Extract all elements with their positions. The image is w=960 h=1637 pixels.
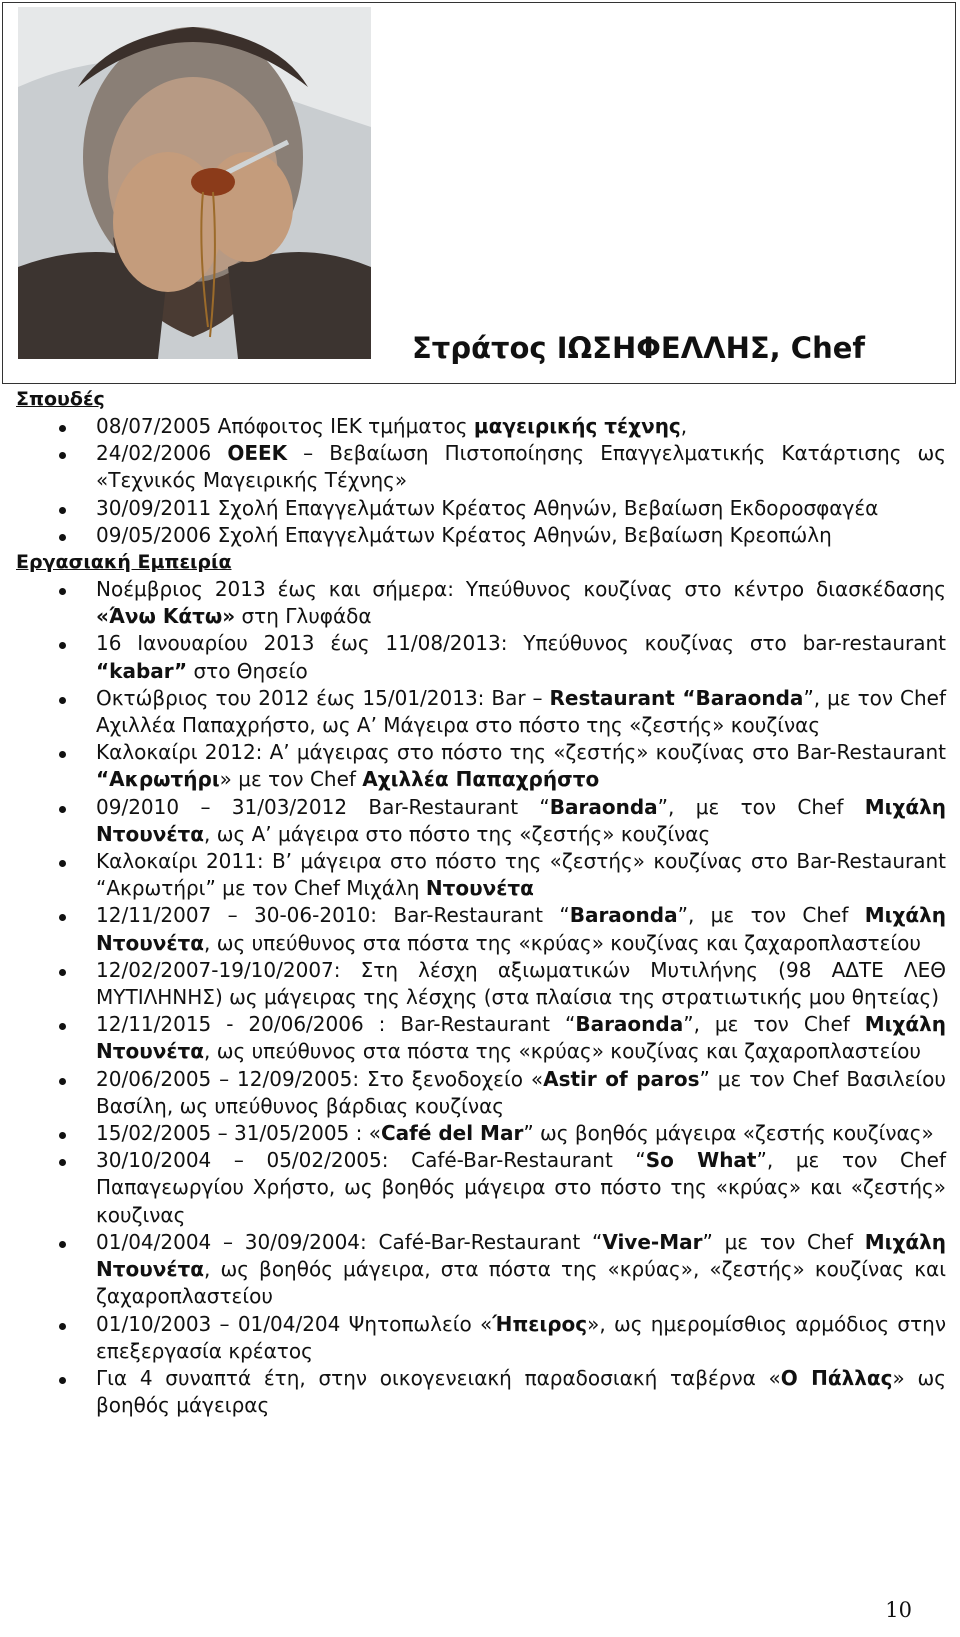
list-item (16, 685, 946, 739)
list-item (16, 1365, 946, 1419)
entry-text: ”, με τον Chef Παπαγεωργίου Χρήστο, ως βοηθός μάγειρα στο πόστο της «κρύας» και «ζεστής» κουζινας (96, 1148, 947, 1227)
list-item (16, 1147, 946, 1229)
header-box (2, 2, 956, 384)
entry-text: – Βεβαίωση Πιστοποίησης Επαγγελματικής Κατάρτισης ως «Τεχνικός Μαγειρικής Τέχνης» (96, 441, 946, 493)
list-item (16, 522, 946, 549)
entry-text: ” με τον Chef Βασιλείου Βασίλη, ως υπεύθυνος βάρδιας κουζίνας (96, 1066, 946, 1118)
entry-text: Baraonda (569, 903, 678, 928)
education-heading: Σπουδές (16, 388, 105, 410)
entry-text: μαγειρικής τέχνης (473, 414, 681, 438)
entry-text: 09/05/2006 Σχολή Επαγγελμάτων Κρέατος Αθηνών, Βεβαίωση Κρεοπώλη (96, 522, 832, 547)
entry-text: 30/10/2004 – 05/02/2005: Café-Bar-Restaurant “ (96, 1148, 646, 1173)
entry-text: Αχιλλέα Παπαχρήστο (362, 767, 600, 792)
list-item (16, 957, 946, 1011)
entry-text: ”, με τον Chef (683, 1012, 865, 1037)
entry-text: στο Θησείο (187, 658, 308, 683)
entry-text: 12/02/2007-19/10/2007: Στη λέσχη αξιωματικών Μυτιλήνης (98 ΑΔΤΕ ΛΕΘ ΜΥΤΙΛΗΝΗΣ) ως μάγειρας της λέσχης (στα πλαίσια της στρατιωτικής μου θητείας) (96, 957, 946, 1010)
entry-text: , ως υπεύθυνος στα πόστα της «κρύας» κουζίνας και ζαχαροπλαστείου (204, 930, 921, 955)
entry-text: Μιχάλη Ντουνέτα (96, 1229, 946, 1282)
entry-text: 16 Ιανουαρίου 2013 έως 11/08/2013: Υπεύθυνος κουζίνας στο bar-restaurant (96, 631, 946, 656)
entry-text: » με τον Chef (219, 767, 363, 792)
entry-text: 01/04/2004 – 30/09/2004: Café-Bar-Restaurant “ (96, 1229, 603, 1254)
entry-text: Οκτώβριος του 2012 έως 15/01/2013: Bar – (96, 685, 550, 710)
list-item (16, 576, 946, 630)
entry-text: 12/11/2015 - 20/06/2006 : Bar-Restaurant “ (96, 1012, 576, 1037)
entry-text: Restaurant “Baraonda (549, 685, 804, 710)
entry-text: , ως βοηθός μάγειρα, στα πόστα της «κρύας», «ζεστής» κουζίνας και ζαχαροπλαστείου (96, 1257, 946, 1309)
entry-text: Νοέμβριος 2013 έως και σήμερα: Υπεύθυνος κουζίνας στο κέντρο διασκέδασης (96, 577, 946, 602)
list-item (16, 902, 946, 956)
entry-text: , ως Α’ μάγειρα στο πόστο της «ζεστής» κουζίνας (204, 821, 711, 846)
entry-text: ” ως βοηθός μάγειρα «ζεστής κουζίνας» (523, 1121, 934, 1146)
entry-text: Μιχάλη Ντουνέτα (96, 903, 946, 955)
list-item (16, 1011, 946, 1065)
entry-text: » ως βοηθός μάγειρας (96, 1365, 946, 1418)
entry-text: ΟΕΕΚ (227, 441, 288, 466)
list-item (16, 739, 946, 793)
education-list (16, 413, 946, 549)
entry-text: ”, με τον Chef (657, 794, 865, 819)
list-item (16, 1066, 946, 1120)
entry-text: ” με τον Chef (702, 1229, 865, 1254)
entry-text: Ο Πάλλας (780, 1365, 893, 1390)
entry-text: Vive-Mar (602, 1229, 703, 1254)
entry-text: Μιχάλη Ντουνέτα (96, 794, 946, 846)
list-item (16, 1229, 946, 1311)
entry-text: “Ακρωτήρι (96, 767, 220, 792)
chef-photo (18, 7, 371, 359)
list-item (16, 848, 946, 902)
list-item (16, 1120, 946, 1147)
entry-text: ”, με τον Chef (677, 903, 865, 928)
entry-text: », ως ημερομίσθιος αρμόδιος στην επεξεργασία κρέατος (96, 1311, 946, 1363)
entry-text: , ως υπεύθυνος στα πόστα της «κρύας» κουζίνας και ζαχαροπλαστείου (204, 1039, 921, 1064)
entry-text: So What (645, 1148, 757, 1173)
list-item (16, 413, 946, 440)
list-item (16, 440, 946, 494)
list-item (16, 794, 946, 848)
entry-text: Καλοκαίρι 2011: Β’ μάγειρα στο πόστο της «ζεστής» κουζίνας στο Bar-Restaurant “Ακρωτήρι” με τον Chef Μιχάλη (96, 849, 946, 901)
list-item (16, 630, 946, 684)
entry-text: 24/02/2006 (96, 441, 228, 466)
entry-text: ”, με τον Chef Αχιλλέα Παπαχρήστο, ως Α’ Μάγειρα στο πόστο της «ζεστής» κουζίνας (96, 685, 947, 738)
entry-text: Baraonda (575, 1012, 684, 1037)
entry-text: 30/09/2011 Σχολή Επαγγελμάτων Κρέατος Αθηνών, Βεβαίωση Εκδοροσφαγέα (96, 495, 879, 520)
list-item (16, 495, 946, 522)
experience-heading: Εργασιακή Εμπειρία (16, 551, 232, 574)
page-title: Στράτος ΙΩΣΗΦΕΛΛΗΣ, Chef (412, 331, 865, 365)
entry-text: 20/06/2005 – 12/09/2005: Στο ξενοδοχείο « (96, 1066, 544, 1091)
chef-portrait-image (18, 7, 371, 359)
entry-text: 15/02/2005 – 31/05/2005 : « (96, 1121, 381, 1146)
entry-text: στη Γλυφάδα (235, 604, 372, 629)
page-number: 10 (885, 1598, 912, 1622)
entry-text: «Άνω Κάτω» (96, 604, 236, 629)
entry-text: 08/07/2005 Απόφοιτος ΙΕΚ τμήματος (96, 414, 474, 438)
entry-text: 09/2010 – 31/03/2012 Bar-Restaurant “ (96, 794, 550, 819)
entry-text: Για 4 συναπτά έτη, στην οικογενειακή παραδοσιακή ταβέρνα « (96, 1365, 781, 1390)
entry-text: , (680, 414, 688, 438)
entry-text: 12/11/2007 – 30-06-2010: Bar-Restaurant “ (96, 903, 570, 928)
list-item (16, 1311, 946, 1365)
entry-text: Baraonda (549, 794, 658, 819)
entry-text: 01/10/2003 – 01/04/204 Ψητοπωλείο « (96, 1311, 493, 1336)
entry-text: Ντουνέτα (425, 876, 534, 901)
resume-body (16, 386, 946, 1419)
entry-text: Ήπειρος (492, 1311, 588, 1336)
entry-text: Μιχάλη Ντουνέτα (96, 1012, 947, 1064)
entry-text: Astir of paros (543, 1066, 700, 1091)
entry-text: Café del Mar (380, 1121, 524, 1146)
entry-text: Καλοκαίρι 2012: Α’ μάγειρας στο πόστο της «ζεστής» κουζίνας στο Bar-Restaurant (96, 740, 946, 765)
entry-text: “kabar” (96, 658, 188, 683)
experience-list (16, 576, 946, 1419)
